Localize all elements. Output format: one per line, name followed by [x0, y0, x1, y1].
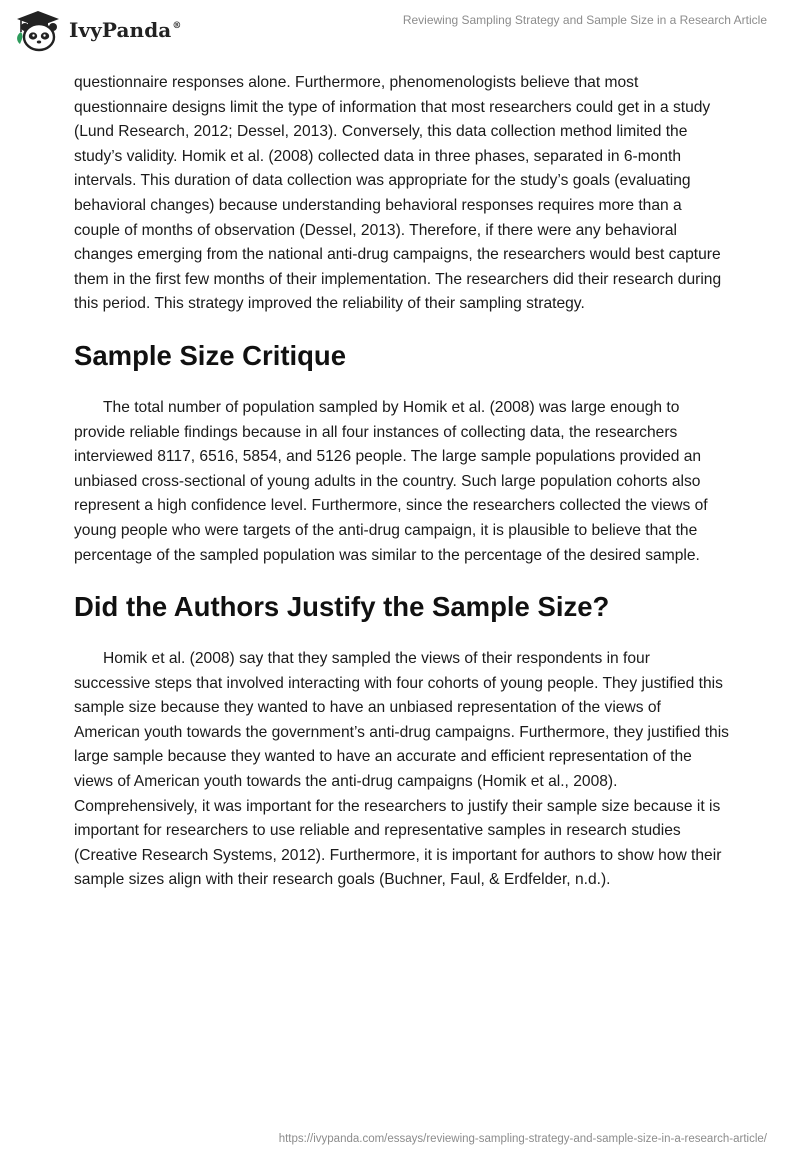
- ivypanda-logo[interactable]: [13, 8, 181, 52]
- intro-paragraph: questionnaire responses alone. Furthermore, phenomenologists believe that most questionnaire designs limit the type of information that most researchers could get in a study (Lund Research, 2012; Dessel, 2013). Conversely, this data collection method limited the study’s validity. Homik et al. (2008) collected data in three phases, separated in 6-month intervals. This duration of data collection was appropriate for the study’s goals (evaluating behavioral changes) because understanding behavioral responses requires more than a couple of months of observation (Dessel, 2013). Therefore, if there were any behavioral changes emerging from the national anti-drug campaigns, the researchers would best capture them in the first few months of their implementation. The researchers did their research during this period. This strategy improved the reliability of their sampling strategy.: [74, 74, 722, 313]
- page-header: [0, 0, 800, 62]
- section-heading-sample-size-critique: Sample Size Critique: [74, 339, 347, 371]
- registered-mark: ®: [172, 21, 182, 31]
- section-paragraph-justify-sample-size: Homik et al. (2008) say that they sampled the views of their respondents in four successive steps that involved interacting with four cohorts of young people. They justified this sample size because they wanted to have an unbiased representation of the views of American youth towards the government’s anti-drug campaigns. Furthermore, they justified this large sample because they wanted to have an accurate and efficient representation of the views of American youth towards the anti-drug campaigns (Homik et al., 2008). Comprehensively, it was important for the researchers to justify their sample size because it is important for researchers to use reliable and representative samples in research studies (Creative Research Systems, 2012). Furthermore, it is important for authors to show how their sample sizes align with their research goals (Buchner, Faul, & Erdfelder, n.d.).: [74, 650, 729, 889]
- panda-graduate-icon: [13, 8, 63, 52]
- section-heading-justify-sample-size: Did the Authors Justify the Sample Size?: [74, 591, 610, 623]
- essay-body: [74, 71, 729, 893]
- source-url[interactable]: https://ivypanda.com/essays/reviewing-sampling-strategy-and-sample-size-in-a-research-article/: [278, 1133, 767, 1145]
- section-paragraph-sample-size-critique: The total number of population sampled by Homik et al. (2008) was large enough to provide reliable findings because in all four instances of collecting data, the researchers interviewed 8117, 6516, 5854, and 5126 people. The large sample populations provided an unbiased cross-sectional of young adults in the country. Such large population cohorts also represent a high confidence level. Furthermore, since the researchers collected the views of young people who were targets of the anti-drug campaign, it is plausible to believe that the percentage of the sampled population was similar to the percentage of the desired sample.: [74, 398, 708, 564]
- document-title: Reviewing Sampling Strategy and Sample Size in a Research Article: [402, 13, 767, 27]
- logo-text: IvyPanda®: [69, 18, 182, 42]
